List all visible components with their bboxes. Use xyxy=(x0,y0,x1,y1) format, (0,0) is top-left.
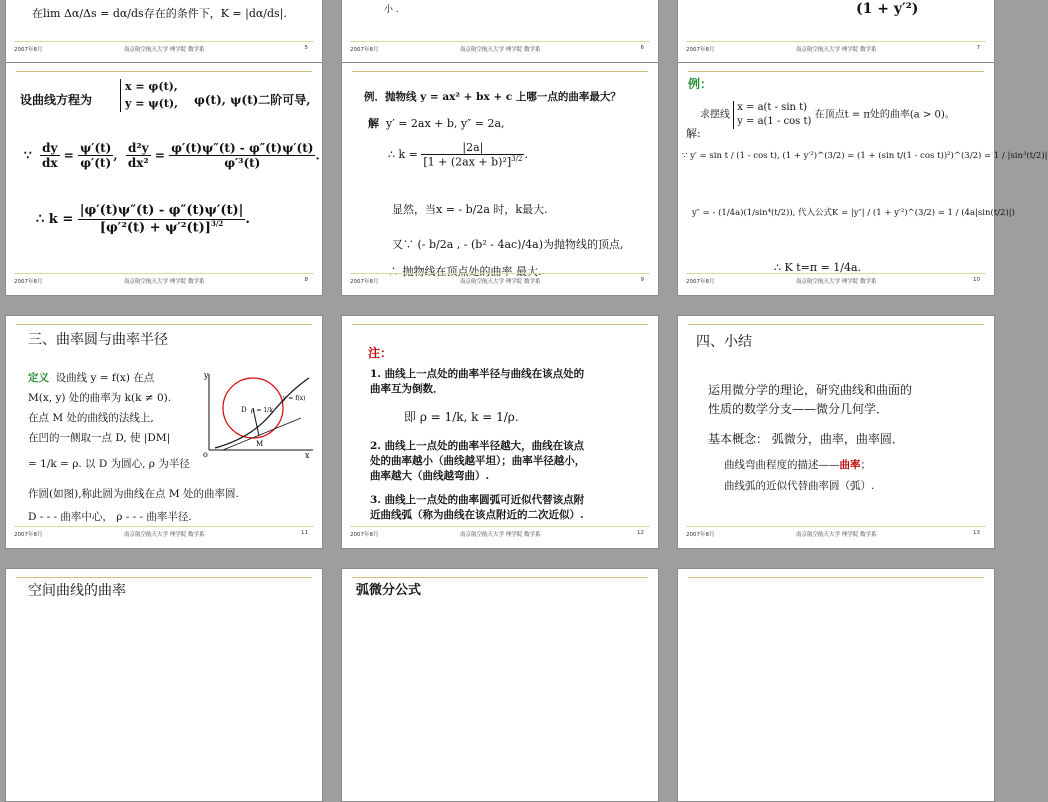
curve-equation-label: 设曲线方程为 xyxy=(20,93,93,107)
slide-6 xyxy=(341,0,659,64)
note-1b: 曲率互为倒数． xyxy=(370,383,444,395)
first-derivative: ∵ y′ = sin t / (1 - cos t), (1 + y′²)^(3/2) = (1 + (sin t/(1 - cos t))²)^(3/2) = 1 / |sin³(t/2)| xyxy=(682,151,1048,161)
slide-footer: 2007年8月 南京航空航天大学 理学院 数学系 6 xyxy=(350,45,650,55)
curvature-formula: ∴ k = $\frac{|\varphi'(t)\psi''(t) - \varphi''(t)\psi'(t)|}{[\varphi'^2(t) + \psi'^2(t)]^{3/2}}$ . xyxy=(36,203,250,235)
curvature-expression: ∴ k = $\frac{|2a|}{[1 + (2ax + b)^2]^{3/2}}$ . xyxy=(388,141,528,169)
summary-title: 四、小结 xyxy=(696,334,752,350)
definition-line-1: 定义 设曲线 y = f(x) 在点 xyxy=(28,372,155,384)
curvature-circle-figure xyxy=(201,368,319,458)
definition-line-2: M(x, y) 处的曲率为 k(k ≠ 0). xyxy=(28,392,172,404)
slide-5 xyxy=(5,0,323,64)
fig-point-label: M xyxy=(256,440,264,448)
slide-8 xyxy=(5,62,323,296)
slide-text: (1 + y′²) xyxy=(856,1,919,17)
definition-line-3: 在点 M 处的曲线的法线上, xyxy=(28,412,154,424)
cycloid-problem: 求摆线 x = a(t - sin t) y = a(1 - cos t) 在顶点t = π处的曲率(a > 0)。 xyxy=(700,102,955,127)
curvature-result: ∴ K t=π = 1/4a. xyxy=(774,261,862,274)
note-1: 1. 曲线上一点处的曲率半径与曲线在该点处的 xyxy=(370,368,585,380)
note-2b: 处的曲率越小（曲线越平坦）；曲率半径越小， xyxy=(370,455,586,467)
definition-line-6: 作圆(如图),称此圆为曲线在点 M 处的曲率圆. xyxy=(28,488,239,500)
example-title: 例： xyxy=(688,77,713,91)
fig-y-label: y xyxy=(204,371,209,380)
note-3: 3. 曲线上一点处的曲率圆弧可近似代替该点附 xyxy=(370,494,585,506)
fig-center-label: D xyxy=(241,406,247,414)
slide-footer: 2007年8月 南京航空航天大学 理学院 数学系 8 xyxy=(14,277,314,287)
slide-footer: 2007年8月 南京航空航天大学 理学院 数学系 13 xyxy=(686,530,986,540)
derivative-formulas: ∵ $\frac{dy}{dx}$ = $\frac{\psi'(t)}{\varphi'(t)}$ , $\frac{\text{d²y}}{\text{dx²}}$ = $\frac{\varphi'(t)\psi''(t) - \varphi''(t)\psi'(t)}{\text{φ′³(t)}}$ . xyxy=(24,141,320,171)
fig-curve-label: y = f(x) xyxy=(283,395,306,402)
note-1-formula: 即 ρ = 1/k, k = 1/ρ. xyxy=(404,410,519,424)
solution-derivatives: 解 y′ = 2ax + b, y″ = 2a, xyxy=(368,117,505,130)
vertex-note: 又∵ (- b/2a , - (b² - 4ac)/4a)为抛物线的顶点, xyxy=(392,238,624,251)
differentiable-note: φ(t), ψ(t)二阶可导, xyxy=(194,93,311,107)
slide-text: 在lim Δα/Δs = dα/ds存在的条件下，K = |dα/ds|. xyxy=(32,7,287,20)
slide-footer: 2007年8月 南京航空航天大学 理学院 数学系 10 xyxy=(686,277,986,287)
slide-text: 小 . xyxy=(384,5,399,15)
slide-9 xyxy=(341,62,659,296)
solution-label: 解: xyxy=(686,127,701,140)
fig-radius-label: ρ = 1/k xyxy=(251,407,273,414)
circle-approximation: 曲线弧的近似代替曲率圆（弧）. xyxy=(724,480,875,492)
slide-10 xyxy=(677,62,1048,296)
fig-origin-label: o xyxy=(203,450,208,459)
definition-line-7: D - - - 曲率中心， ρ - - - 曲率半径. xyxy=(28,511,192,523)
summary-line-2: 性质的数学分支——微分几何学． xyxy=(708,402,889,416)
slide-footer: 2007年8月 南京航空航天大学 理学院 数学系 11 xyxy=(14,530,314,540)
slide-7 xyxy=(677,0,995,64)
slide-footer: 2007年8月 南京航空航天大学 理学院 数学系 7 xyxy=(686,45,986,55)
definition-line-5: = 1/k = ρ. 以 D 为圆心, ρ 为半径 xyxy=(28,458,190,470)
note-3b: 近曲线弧（称为曲线在该点附近的二次近似）. xyxy=(370,509,584,521)
max-condition: 显然，当x = - b/2a 时，k最大. xyxy=(392,203,548,216)
note-title: 注： xyxy=(368,346,393,360)
slide-12 xyxy=(341,315,659,549)
second-derivative: y″ = - (1/4a)(1/sin⁴(t/2)), 代入公式K = |y″| / (1 + y′²)^(3/2) = 1 / (4a|sin(t/2)|) xyxy=(692,208,1015,218)
definition-line-4: 在凹的一侧取一点 D, 使 |DM| xyxy=(28,432,171,444)
slide-14 xyxy=(5,568,323,802)
basic-concepts: 基本概念： 弧微分，曲率，曲率圆． xyxy=(708,432,904,446)
arc-differential-title: 弧微分公式 xyxy=(356,583,422,598)
curvature-description: 曲线弯曲程度的描述——曲率； xyxy=(724,459,871,471)
slide-13 xyxy=(677,315,995,549)
param-system: x = φ(t), y = ψ(t), xyxy=(120,79,178,112)
slide-15 xyxy=(341,568,659,802)
slide-11 xyxy=(5,315,323,549)
space-curve-title: 空间曲线的曲率 xyxy=(28,583,126,599)
note-2c: 曲率越大（曲线越弯曲）. xyxy=(370,470,490,482)
example-question: 例．抛物线 y = ax² + bx + c 上哪一点的曲率最大？ xyxy=(364,91,621,103)
fig-x-label: x xyxy=(305,451,310,460)
conclusion: ∴ 抛物线在顶点处的曲率 最大. xyxy=(388,265,542,278)
slide-footer: 2007年8月 南京航空航天大学 理学院 数学系 12 xyxy=(350,530,650,540)
slide-16 xyxy=(677,568,995,802)
note-2: 2. 曲线上一点处的曲率半径越大，曲线在该点 xyxy=(370,440,585,452)
summary-line-1: 运用微分学的理论，研究曲线和曲面的 xyxy=(708,383,913,397)
section-title: 三、曲率圆与曲率半径 xyxy=(28,332,168,348)
slide-footer: 2007年8月 南京航空航天大学 理学院 数学系 5 xyxy=(14,45,314,55)
slide-footer: 2007年8月 南京航空航天大学 理学院 数学系 9 xyxy=(350,277,650,287)
